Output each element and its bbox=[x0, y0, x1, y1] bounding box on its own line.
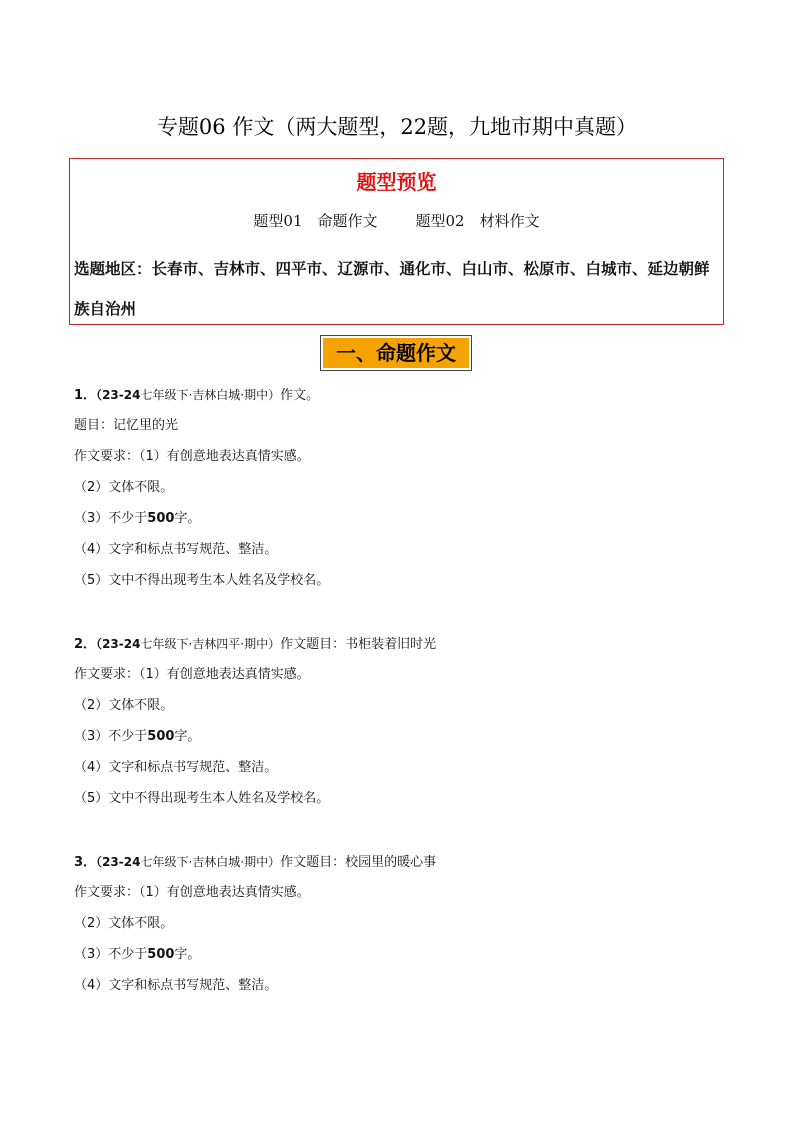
question-stem bbox=[74, 634, 734, 665]
question-stem-text: 作文题目：校园里的暖心事 bbox=[280, 855, 437, 870]
question-line: （2）文体不限。 bbox=[74, 698, 174, 713]
question-stem-text: 作文题目：书柜装着旧时光 bbox=[280, 637, 437, 652]
question-stem bbox=[74, 385, 734, 416]
question-line: （4）文字和标点书写规范、整洁。 bbox=[74, 760, 278, 775]
question-number: 3． bbox=[74, 855, 97, 870]
question-line: （3）不少于500字。 bbox=[74, 729, 201, 744]
question-line: （4）文字和标点书写规范、整洁。 bbox=[74, 542, 278, 557]
question-line: （2）文体不限。 bbox=[74, 916, 174, 931]
question-source: （23-24七年级下·吉林四平·期中） bbox=[96, 637, 281, 651]
section-heading-badge bbox=[320, 335, 472, 371]
section-heading: 一、命题作文 bbox=[323, 338, 469, 368]
question-line: 作文要求：（1）有创意地表达真情实感。 bbox=[74, 885, 310, 900]
overview-heading: 题型预览 bbox=[356, 170, 437, 194]
question-line: （4）文字和标点书写规范、整洁。 bbox=[74, 978, 278, 993]
type-01-label: 题型01 命题作文 bbox=[253, 212, 378, 230]
document-title: 专题06 作文（两大题型，22题，九地市期中真题） bbox=[156, 115, 638, 139]
question-line: 作文要求：（1）有创意地表达真情实感。 bbox=[74, 667, 310, 682]
question-3 bbox=[74, 852, 734, 1007]
region-text: 长春市、吉林市、四平市、辽源市、通化市、白山市、松原市、白城市、延边朝鲜族自治州 bbox=[74, 259, 710, 318]
question-line: 作文要求：（1）有创意地表达真情实感。 bbox=[74, 449, 310, 464]
question-number: 1． bbox=[74, 388, 97, 403]
question-line: （3）不少于500字。 bbox=[74, 511, 201, 526]
question-1 bbox=[74, 385, 734, 602]
region-list bbox=[74, 249, 722, 329]
question-line: 题目：记忆里的光 bbox=[74, 418, 179, 433]
question-2 bbox=[74, 634, 734, 820]
question-line: （3）不少于500字。 bbox=[74, 947, 201, 962]
question-number: 2． bbox=[74, 637, 97, 652]
question-source: （23-24七年级下·吉林白城·期中） bbox=[96, 855, 281, 869]
region-label: 选题地区： bbox=[74, 259, 152, 278]
question-stem bbox=[74, 852, 734, 883]
question-source: （23-24七年级下·吉林白城·期中） bbox=[96, 388, 281, 402]
question-line: （2）文体不限。 bbox=[74, 480, 174, 495]
question-line: （5）文中不得出现考生本人姓名及学校名。 bbox=[74, 791, 330, 806]
overview-type-list bbox=[70, 210, 723, 232]
question-type-overview-box bbox=[69, 158, 724, 325]
question-line: （5）文中不得出现考生本人姓名及学校名。 bbox=[74, 573, 330, 588]
question-stem-text: 作文。 bbox=[280, 388, 320, 403]
type-02-label: 题型02 材料作文 bbox=[415, 212, 540, 230]
